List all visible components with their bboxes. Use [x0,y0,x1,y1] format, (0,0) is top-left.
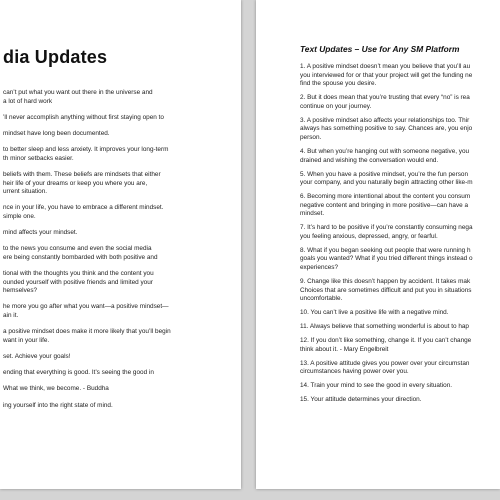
left-body-text [3,89,235,418]
body-line: mind affects your mindset. [3,229,78,237]
body-line: tional with the thoughts you think and the content you [3,270,154,278]
update-item [300,224,500,241]
update-item [300,171,500,188]
update-line: think about it. - Mary Engelbreit [300,345,389,353]
update-line: mindset. [300,210,325,218]
document-page-left [0,0,241,489]
body-line: mindset have long been documented. [3,129,110,137]
update-line: 11. Always believe that something wonderful is about to hap [300,323,469,331]
update-line: 9. Change like this doesn’t happen by accident. It takes mak [300,278,471,285]
body-paragraph [3,303,235,320]
body-paragraph [3,229,235,238]
update-item [300,396,500,405]
body-line: hemselves? [3,287,38,295]
body-paragraph [3,204,235,221]
body-line: can’t put what you want out there in the universe and [3,89,153,96]
body-paragraph [3,89,235,106]
body-line: simple one. [3,212,36,220]
body-paragraph [3,369,235,378]
body-line: ’ll never accomplish anything without first staying open to [3,113,164,121]
body-paragraph [3,328,235,345]
update-line: drained and wishing the conversation would end. [300,156,439,164]
document-page-right [256,0,500,489]
body-line: nce in your life, you have to embrace a different mindset. [3,204,164,212]
body-line: beliefs with them. These beliefs are mindsets that either [3,170,161,178]
update-line: you interviewed for or that your project will get the funding ne [300,71,473,79]
update-line: 3. A positive mindset also affects your relationships too. Thir [300,116,470,124]
body-line: ain it. [3,312,19,320]
body-line: ere being constantly bombarded with both positive and [3,253,158,261]
update-line: experiences? [300,264,339,272]
update-line: 13. A positive attitude gives you power over your circumstan [300,359,470,367]
body-line: a lot of hard work [3,97,53,105]
body-line: th minor setbacks easier. [3,154,74,162]
update-item [300,63,500,89]
update-line: negative content and bringing in more positive—can have a [300,201,469,209]
body-paragraph [3,353,235,362]
body-paragraph [3,171,235,197]
update-line: Choices that are sometimes difficult and put you in situations [300,286,472,294]
body-paragraph [3,402,235,411]
update-line: circumstances having power over you. [300,368,409,376]
update-item [300,309,500,318]
body-paragraph [3,270,235,296]
update-line: 1. A positive mindset doesn’t mean you believe that you’ll au [300,63,471,70]
body-paragraph [3,130,235,139]
update-item [300,337,500,354]
update-line: 12. If you don’t like something, change it. If you can’t change [300,337,472,345]
body-line: to better sleep and less anxiety. It improves your long-term [3,146,169,154]
body-line: urrent situation. [3,188,48,196]
update-line: 6. Becoming more intentional about the content you consum [300,193,471,201]
update-line: 10. You can’t live a positive life with a negative mind. [300,309,449,317]
update-line: always has something positive to say. Chances are, you enjo [300,125,473,133]
body-line: to the news you consume and even the social media [3,245,152,253]
update-line: goals you wanted? What if you tried different things instead o [300,255,473,263]
update-line: 8. What if you began seeking out people that were running h [300,246,471,254]
update-line: 5. When you have a positive mindset, you’re the fun person [300,170,469,178]
update-item [300,323,500,332]
update-line: your company, and you naturally begin attracting other like-m [300,179,473,187]
update-line: uncomfortable. [300,295,343,303]
body-line: set. Achieve your goals! [3,353,71,360]
body-paragraph [3,114,235,123]
update-item [300,382,500,391]
page-title: dia Updates [3,47,108,67]
update-item [300,278,500,304]
update-line: 2. But it does mean that you’re trusting that every “no” is rea [300,94,470,102]
update-item [300,247,500,273]
update-line: you feeling anxious, depressed, angry, or fearful. [300,232,438,240]
body-line: a positive mindset does make it more likely that you’ll begin [3,328,171,336]
body-line: ending that everything is good. It’s seeing the good in [3,369,154,377]
body-line: he more you go after what you want—a positive mindset— [3,303,169,311]
body-line: heir life of your dreams or keep you where you are, [3,179,148,187]
body-line: ounded yourself with positive friends and limited your [3,278,153,286]
update-line: find the spouse you desire. [300,80,377,88]
body-paragraph [3,245,235,262]
update-line: person. [300,133,322,141]
update-line: 14. Train your mind to see the good in every situation. [300,382,453,390]
update-item [300,117,500,143]
update-line: 15. Your attitude determines your direction. [300,396,422,404]
update-line: 4. But when you’re hanging out with someone negative, you [300,147,470,155]
body-line: ing yourself into the right state of mind. [3,401,113,409]
body-paragraph [3,146,235,163]
numbered-update-list [300,63,500,410]
update-item [300,193,500,219]
body-paragraph [3,385,235,394]
update-line: continue on your journey. [300,102,372,110]
update-item [300,148,500,165]
section-title: Text Updates – Use for Any SM Platform [300,44,460,54]
update-line: 7. It’s hard to be positive if you’re constantly consuming nega [300,224,473,232]
update-item [300,360,500,377]
update-item [300,94,500,111]
body-line: want in your life. [3,336,50,344]
body-line: What we think, we become. - Buddha [3,385,109,393]
